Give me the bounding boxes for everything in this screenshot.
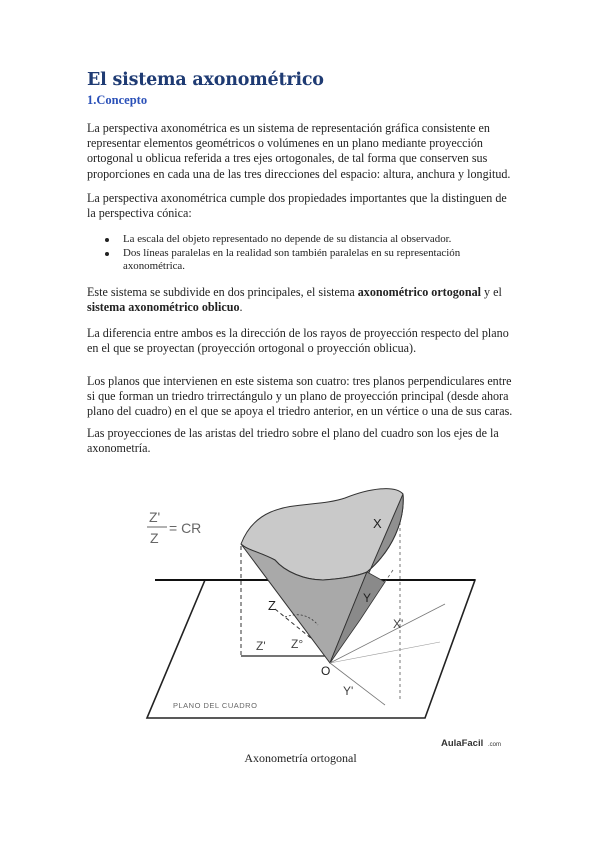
properties-list <box>87 233 507 272</box>
bullet-icon <box>105 252 109 256</box>
figure-caption: Axonometría ortogonal <box>244 751 357 765</box>
list-item <box>87 247 507 273</box>
watermark-suffix: .com <box>488 742 502 748</box>
label-y-prime: Y' <box>343 684 354 698</box>
label-z: Z <box>268 598 276 613</box>
bullet-icon <box>105 238 109 242</box>
label-y: Y <box>363 591 372 605</box>
paragraph-planes: Los planos que intervienen en este sistema son cuatro: tres planos perpendiculares entre si que forman un triedro trirrectángulo y un plano de proyección principal (desde ahora plano del cuadro) en el que se apoya el triedro anterior, en un vértice o una de sus caras. <box>87 374 513 419</box>
bold-term-orthogonal: axonométrico ortogonal <box>357 285 481 299</box>
paragraph-subdivision <box>87 285 517 315</box>
paragraph-definition: La perspectiva axonométrica es un sistema de representación gráfica consistente en representar elementos geométricos o volúmenes en un plano mediante proyección ortogonal u oblicua referida a tres ejes ortogonales, de tal forma que conserven sus proporciones en cada una de las tres direcciones del espacio: altura, anchura y longitud. <box>87 121 511 181</box>
bold-term-oblique: sistema axonométrico oblicuo <box>87 300 240 315</box>
page-title: El sistema axonométrico <box>87 70 324 90</box>
list-item-text: La escala del objeto representado no depende de su distancia al observador. <box>123 233 452 245</box>
formula-denominator: Z <box>150 530 159 546</box>
formula-numerator: Z' <box>149 509 161 525</box>
watermark-logo: AulaFacil <box>441 738 484 749</box>
label-origin: O <box>321 664 331 678</box>
text-run: . <box>239 300 243 315</box>
plane-label: PLANO DEL CUADRO <box>173 701 258 710</box>
label-x-prime: X' <box>393 617 404 631</box>
formula-rhs: = CR <box>169 520 202 536</box>
axonometric-figure <box>135 480 510 752</box>
section-heading: 1.Concepto <box>87 93 148 107</box>
list-item-text: Dos líneas paralelas en la realidad son también paralelas en su representación axonométrica. <box>123 246 461 272</box>
label-z-zero: Z° <box>291 637 304 651</box>
paragraph-projections: Las proyecciones de las aristas del triedro sobre el plano del cuadro son los ejes de la axonometría. <box>87 426 499 456</box>
label-z-prime: Z' <box>256 639 266 653</box>
text-run: Este sistema se subdivide en dos principales, el sistema <box>87 285 358 299</box>
label-x: X <box>373 516 382 531</box>
list-item <box>87 233 507 246</box>
paragraph-difference: La diferencia entre ambos es la dirección de los rayos de proyección respecto del plano en el que se proyectan (proyección ortogonal o proyección oblicua). <box>87 326 509 356</box>
paragraph-properties-intro: La perspectiva axonométrica cumple dos propiedades importantes que la distinguen de la perspectiva cónica: <box>87 191 507 221</box>
text-run: y el <box>480 285 502 299</box>
